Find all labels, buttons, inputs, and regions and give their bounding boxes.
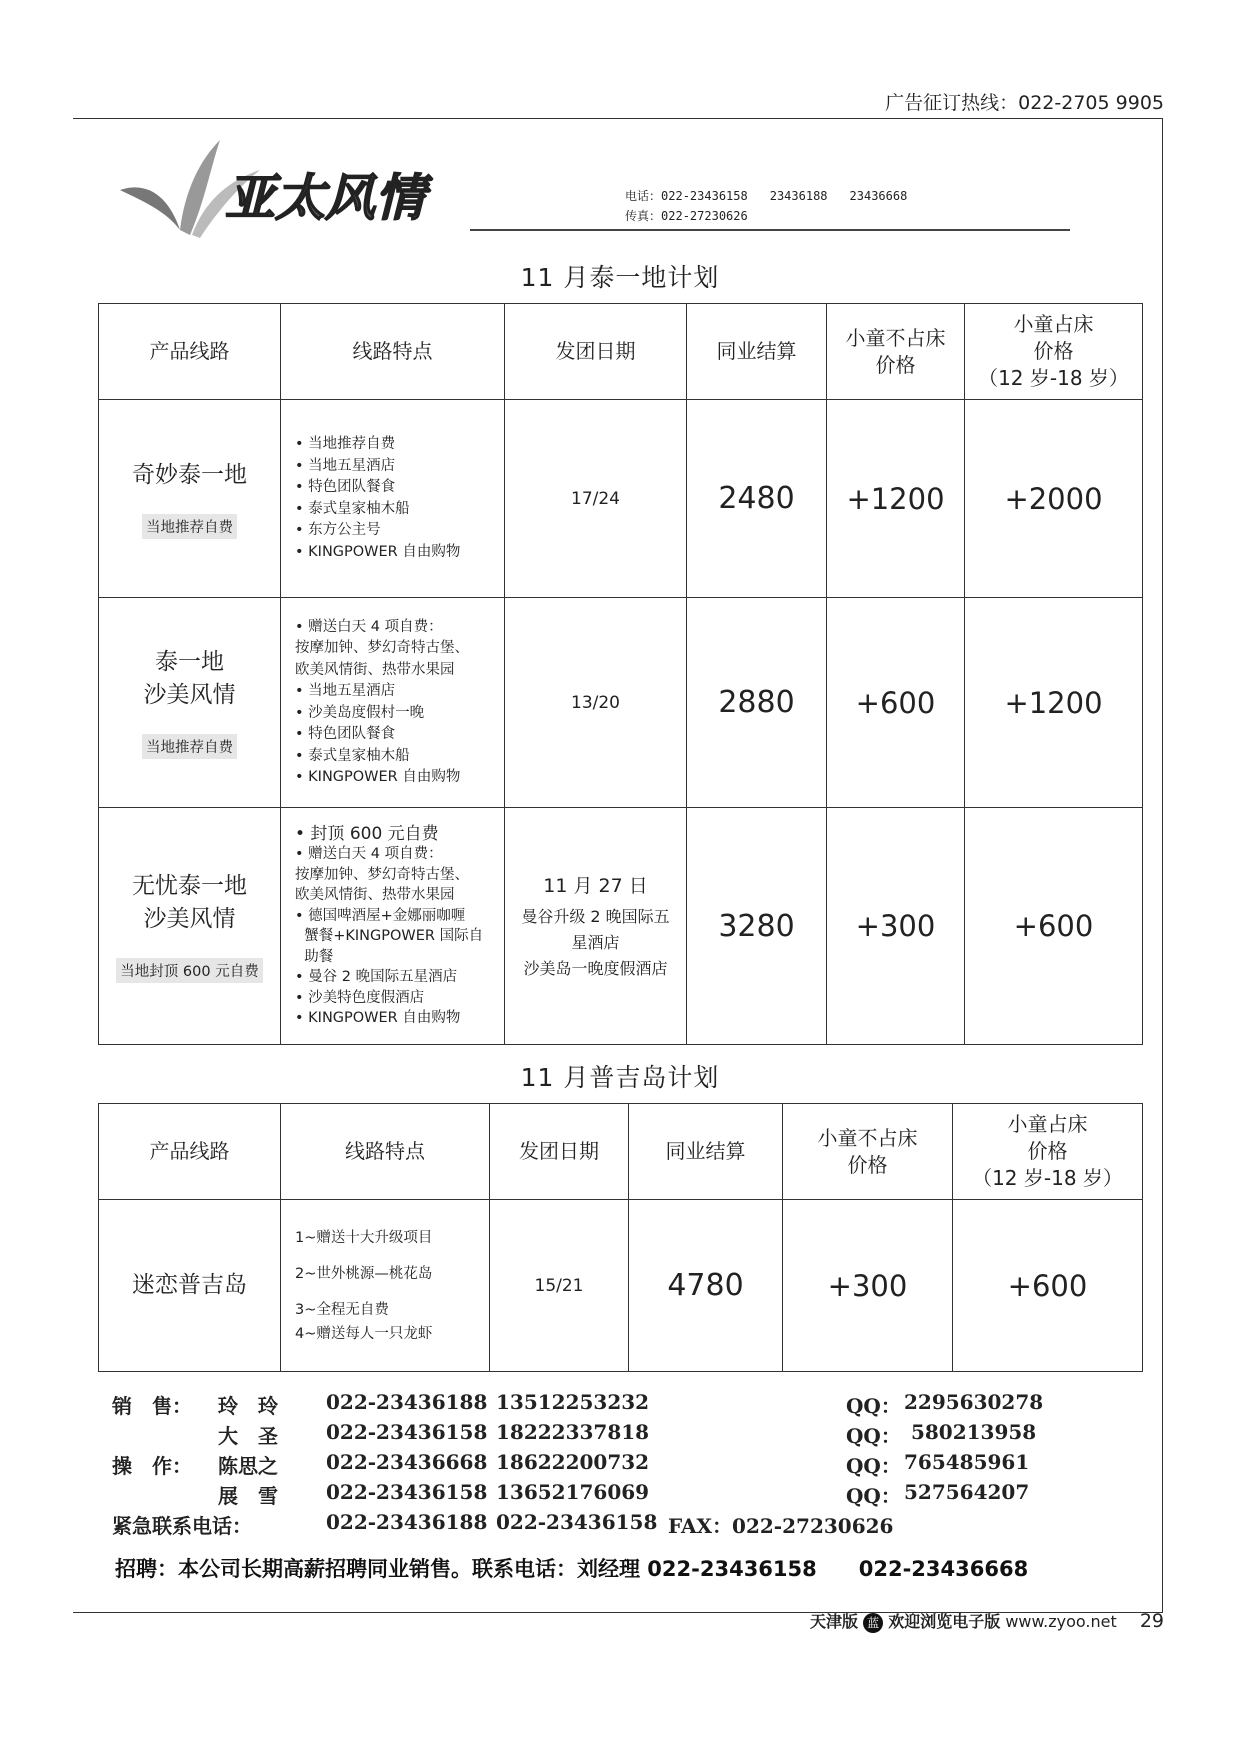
price-cell: 2480: [687, 400, 827, 598]
brand-logo-text: 亚太风情: [225, 169, 425, 227]
child-bed-cell: +600: [953, 1200, 1143, 1372]
table-row: [99, 400, 1143, 598]
phuket-plan-title: 11 月普吉岛计划: [520, 1063, 720, 1092]
phuket-table: [98, 1103, 1143, 1372]
header-child-bed: 小童占床 价格 （12 岁-18 岁）: [965, 304, 1143, 400]
child-bed-cell: +2000: [965, 400, 1143, 598]
route-cell: [99, 400, 281, 598]
phone-3: 23436668: [849, 189, 908, 203]
phone-1: 022-23436158: [661, 189, 748, 203]
table-header-row: [99, 304, 1143, 400]
brand-logo: [110, 130, 480, 245]
fax-label: 传真：: [625, 209, 662, 223]
edition-label: 天津版: [810, 1612, 859, 1631]
website-link[interactable]: www.zyoo.net: [1005, 1612, 1117, 1631]
logo-divider: [470, 229, 1070, 231]
fax-number: 022-27230626: [661, 209, 748, 223]
page-number: 29: [1139, 1610, 1164, 1632]
header-child-bed: 小童占床 价格 （12 岁-18 岁）: [953, 1104, 1143, 1200]
header-dates: 发团日期: [490, 1104, 629, 1200]
route-cell: 无忧泰一地 沙美风情 当地封顶 600 元自费: [99, 808, 281, 1045]
child-nobed-cell: +1200: [827, 400, 965, 598]
features-cell: • 当地推荐自费 • 当地五星酒店 • 特色团队餐食 • 泰式皇家柚木船 • 东方公主号 • KINGPOWER 自由购物: [281, 400, 505, 598]
header-child-nobed: 小童不占床 价格: [827, 304, 965, 400]
recruitment-notice: 招聘：本公司长期高薪招聘同业销售。联系电话：刘经理 022-23436158 022-23436668: [115, 1557, 1029, 1581]
phone-2: 23436188: [769, 189, 828, 203]
features-cell: 1~赠送十大升级项目 2~世外桃源—桃花岛 3~全程无自费 4~赠送每人一只龙虾: [281, 1200, 490, 1372]
features-cell: • 封顶 600 元自费 • 赠送白天 4 项自费： 按摩加钟、梦幻奇特古堡、 欧美风情街、热带水果园 • 德国啤酒屋+金娜丽咖喱 蟹餐+KINGPOWER 国际自 助餐 • 曼谷 2 晚国际五星酒店 • 沙美特色度假酒店 • KINGPOWER 自由购物: [281, 808, 505, 1045]
welcome-text: 欢迎浏览电子版: [888, 1612, 1001, 1631]
route-name: 奇妙泰一地: [132, 461, 247, 488]
header-child-nobed: 小童不占床 价格: [783, 1104, 953, 1200]
header-features: 线路特点: [281, 1104, 490, 1200]
brand-contact: [625, 186, 907, 226]
route-cell: 迷恋普吉岛: [99, 1200, 281, 1372]
child-nobed-cell: +300: [783, 1200, 953, 1372]
price-cell: 4780: [629, 1200, 783, 1372]
header-features: 线路特点: [281, 304, 505, 400]
header-price: 同业结算: [629, 1104, 783, 1200]
thailand-plan-title: 11 月泰一地计划: [520, 263, 720, 292]
route-cell: 泰一地 沙美风情 当地推荐自费: [99, 598, 281, 808]
features-cell: • 赠送白天 4 项自费： 按摩加钟、梦幻奇特古堡、 欧美风情街、热带水果园 • 当地五星酒店 • 沙美岛度假村一晚 • 特色团队餐食 • 泰式皇家柚木船 • KINGPOWER 自由购物: [281, 598, 505, 808]
table-row: [99, 1200, 1143, 1372]
page-footer: [810, 1609, 1164, 1633]
header-dates: 发团日期: [505, 304, 687, 400]
price-cell: 3280: [687, 808, 827, 1045]
dates-cell: 11 月 27 日 曼谷升级 2 晚国际五 星酒店 沙美岛一晚度假酒店: [505, 808, 687, 1045]
table-row: [99, 808, 1143, 1045]
child-bed-cell: +1200: [965, 598, 1143, 808]
table-header-row: [99, 1104, 1143, 1200]
child-nobed-cell: +600: [827, 598, 965, 808]
blue-badge-icon: 蓝: [863, 1613, 883, 1633]
header-route: 产品线路: [99, 1104, 281, 1200]
phone-label: 电话：: [625, 189, 662, 203]
dates-cell: 15/21: [490, 1200, 629, 1372]
thailand-table: [98, 303, 1143, 1045]
dates-cell: 17/24: [505, 400, 687, 598]
ad-hotline: 广告征订热线：022-2705 9905: [885, 92, 1164, 114]
child-nobed-cell: +300: [827, 808, 965, 1045]
table-row: [99, 598, 1143, 808]
header-route: 产品线路: [99, 304, 281, 400]
route-note: 当地推荐自费: [142, 514, 237, 539]
child-bed-cell: +600: [965, 808, 1143, 1045]
header-price: 同业结算: [687, 304, 827, 400]
dates-cell: 13/20: [505, 598, 687, 808]
price-cell: 2880: [687, 598, 827, 808]
